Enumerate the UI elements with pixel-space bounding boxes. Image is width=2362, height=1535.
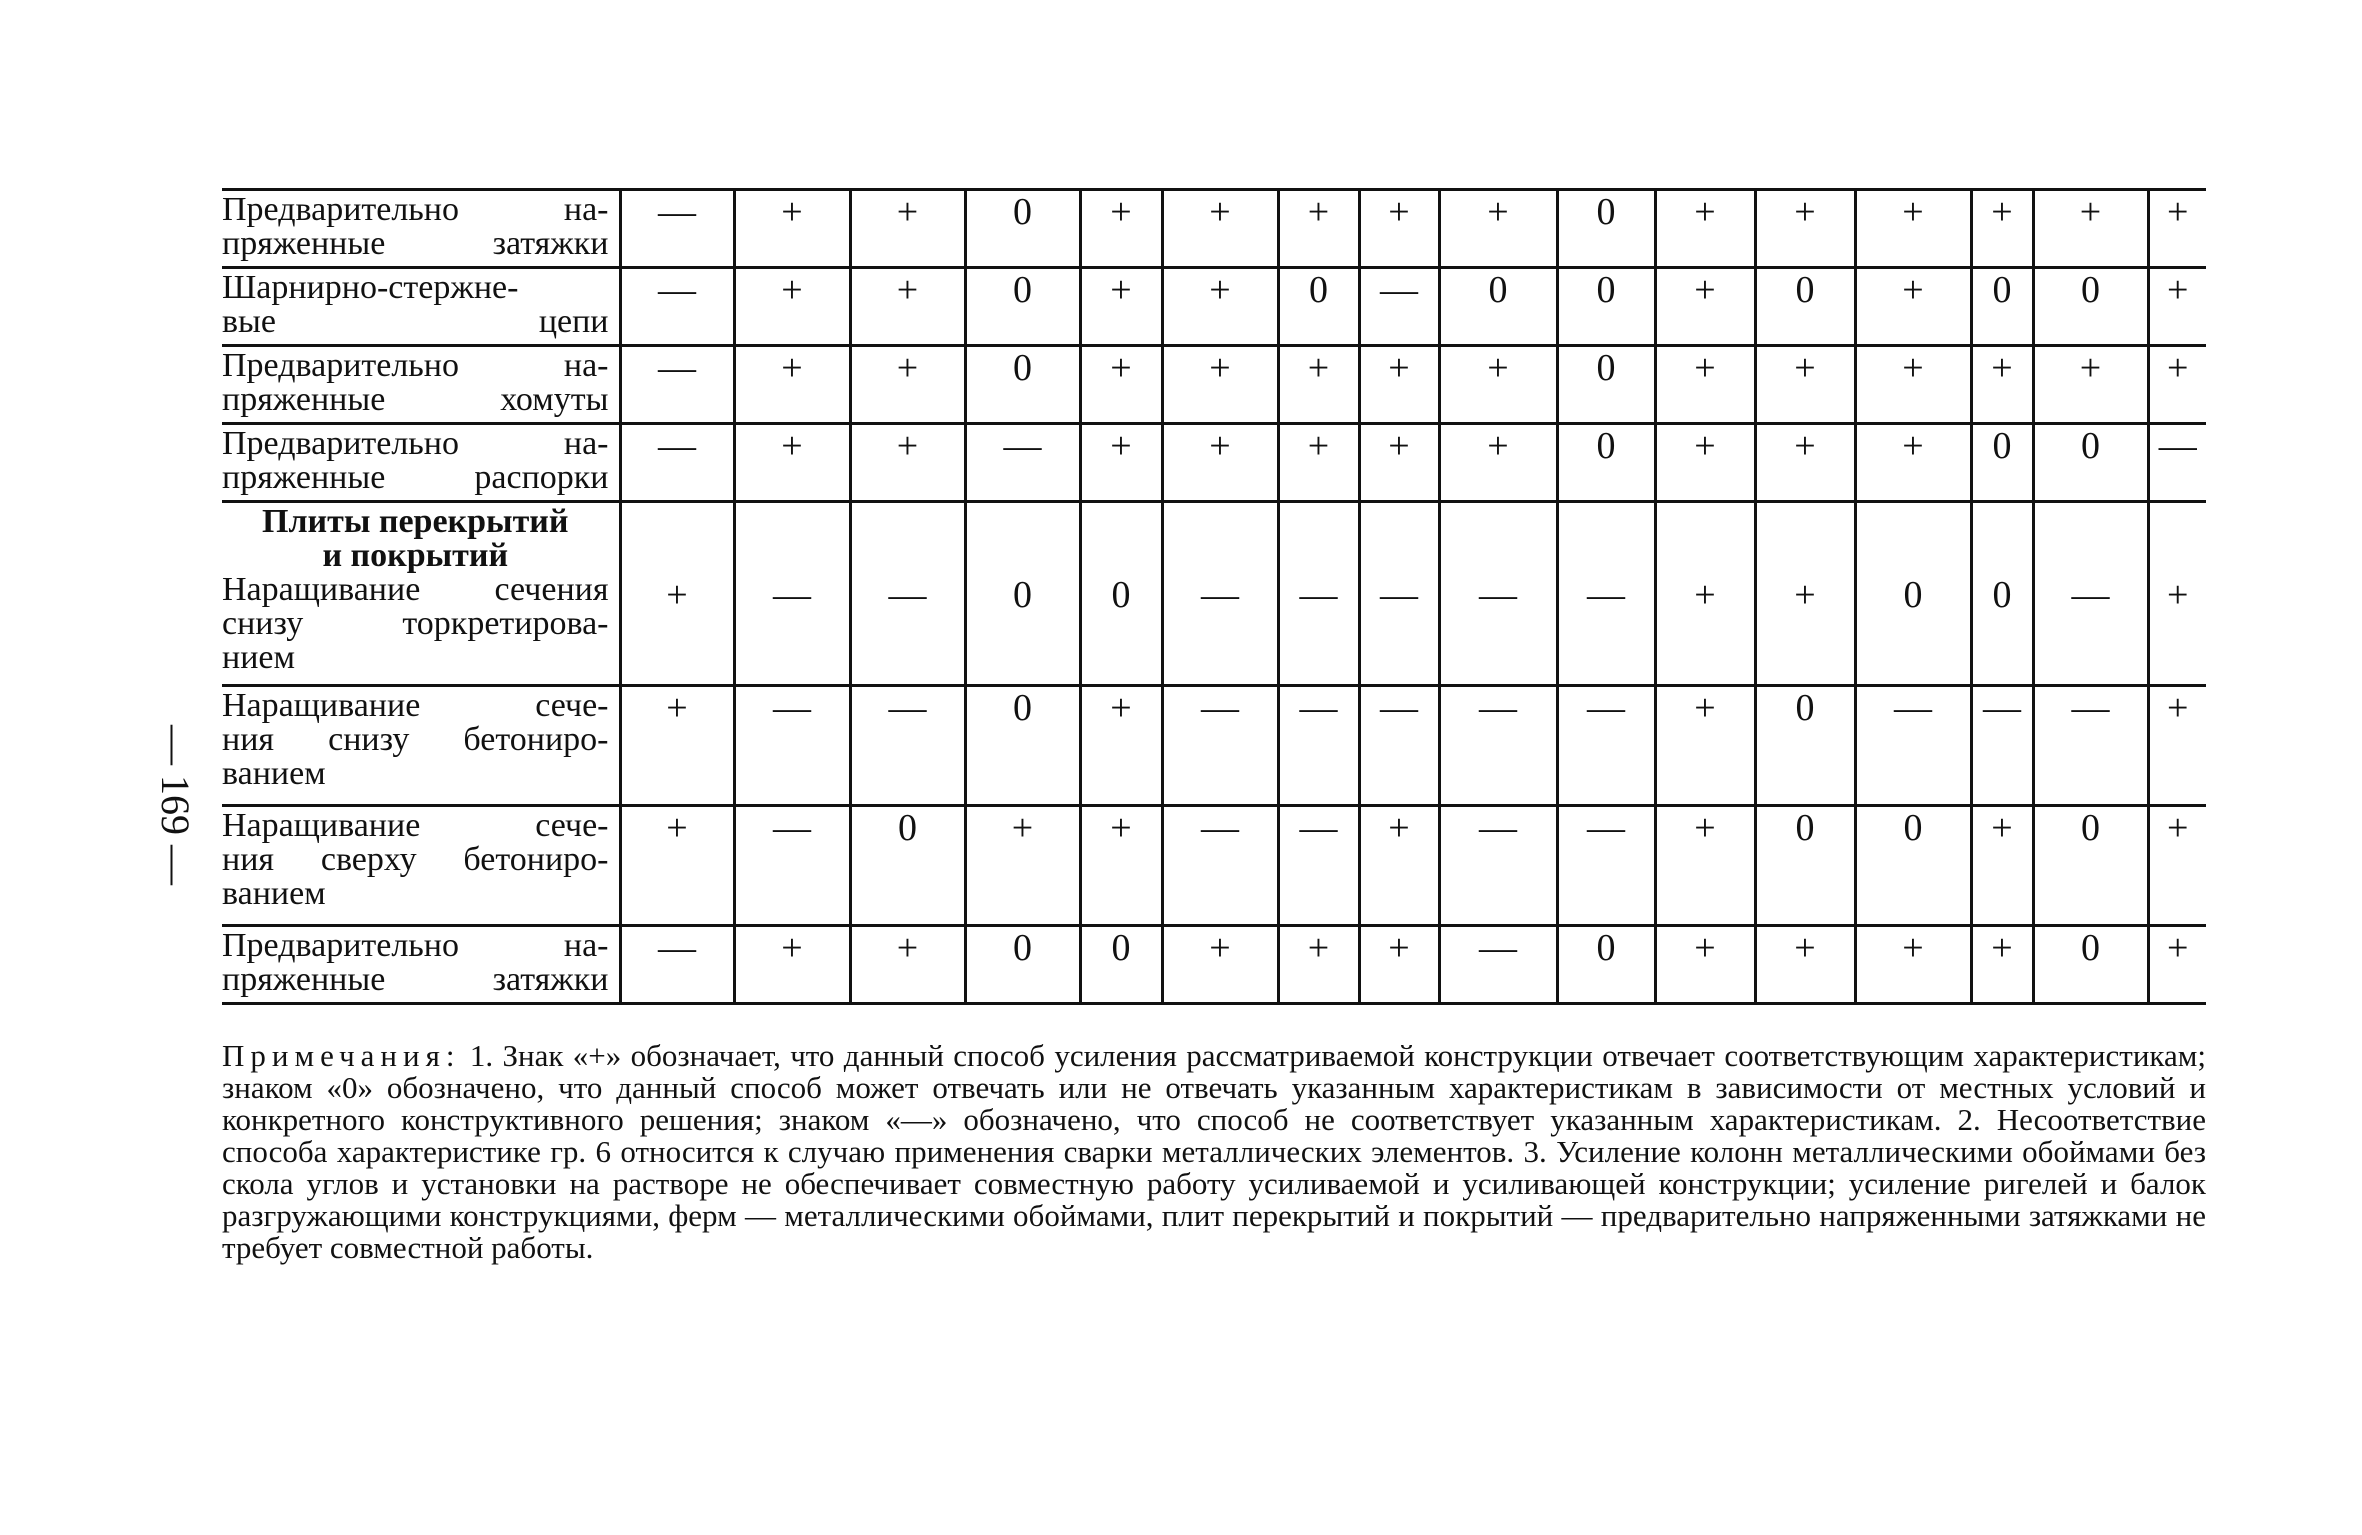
table-cell: + [1755, 502, 1855, 686]
notes-title: Примечания: [222, 1038, 461, 1073]
table-cell: — [1278, 686, 1359, 806]
table-cell: 0 [1971, 502, 2033, 686]
table-cell: + [1162, 268, 1278, 346]
row-label-line: ния снизу бетониро- [222, 721, 609, 758]
table-cell: 0 [2033, 806, 2148, 926]
table-cell: 0 [1080, 502, 1162, 686]
table-cell: + [1655, 686, 1755, 806]
table-cell: 0 [1278, 268, 1359, 346]
table-cell: + [1359, 190, 1439, 268]
row-label-line: Предварительно на- [222, 347, 609, 384]
table-cell: + [850, 926, 965, 1004]
table-cell: + [2148, 346, 2206, 424]
table-cell: — [1439, 686, 1557, 806]
table-cell: — [1359, 502, 1439, 686]
table-row [222, 190, 2206, 268]
table-cell: + [1655, 424, 1755, 502]
table-cell: — [1162, 686, 1278, 806]
table-cell: + [1971, 806, 2033, 926]
table-cell: 0 [965, 346, 1080, 424]
table-cell: 0 [850, 806, 965, 926]
table-cell: + [1278, 926, 1359, 1004]
row-label [222, 926, 620, 1004]
row-label-line: ванием [222, 755, 326, 792]
table-cell: 0 [2033, 926, 2148, 1004]
table-cell: — [734, 806, 850, 926]
table-cell: + [1162, 424, 1278, 502]
table-cell: + [1755, 424, 1855, 502]
row-label [222, 806, 620, 926]
table-cell: — [620, 190, 734, 268]
table-cell: — [2148, 424, 2206, 502]
row-label-line: вые цепи [222, 303, 609, 340]
table-cell: — [1855, 686, 1971, 806]
table-cell: 0 [1080, 926, 1162, 1004]
table-cell: + [1080, 268, 1162, 346]
table-cell: + [1439, 346, 1557, 424]
table-cell: + [1278, 424, 1359, 502]
table-cell: — [965, 424, 1080, 502]
row-label-line: Наращивание сечения [222, 571, 609, 608]
table-cell: — [1557, 686, 1655, 806]
table-cell: + [1855, 424, 1971, 502]
table-cell: — [1359, 268, 1439, 346]
table-cell: — [620, 346, 734, 424]
table-cell: — [1278, 806, 1359, 926]
row-label [222, 686, 620, 806]
table-cell: + [1162, 346, 1278, 424]
table-cell: + [1655, 268, 1755, 346]
table-cell: — [1557, 806, 1655, 926]
table-cell: — [2033, 686, 2148, 806]
section-heading: Плиты перекрытий [262, 503, 569, 540]
row-label-line: снизу торкретирова- [222, 605, 609, 642]
table-cell: 0 [1855, 806, 1971, 926]
table-row [222, 268, 2206, 346]
table-cell: 0 [1557, 190, 1655, 268]
table-cell: + [2148, 502, 2206, 686]
table-notes [222, 1040, 2206, 1264]
table-cell: + [1278, 346, 1359, 424]
table-cell: + [734, 190, 850, 268]
page-number: — 169 — [153, 725, 198, 885]
table-cell: + [620, 502, 734, 686]
table-cell: + [1278, 190, 1359, 268]
table-cell: + [850, 424, 965, 502]
table-cell: — [850, 502, 965, 686]
table-cell: + [1971, 190, 2033, 268]
section-heading: и покрытий [322, 537, 509, 574]
table-cell: + [850, 268, 965, 346]
row-label [222, 346, 620, 424]
table-cell: + [1080, 190, 1162, 268]
table-cell: + [1971, 346, 2033, 424]
table-cell: — [1439, 502, 1557, 686]
table-cell: + [1655, 926, 1755, 1004]
row-label-line: Предварительно на- [222, 927, 609, 964]
table-row [222, 686, 2206, 806]
row-label-line: Наращивание сече- [222, 807, 609, 844]
table-cell: + [2148, 686, 2206, 806]
table-cell: + [1855, 926, 1971, 1004]
table-cell: 0 [965, 686, 1080, 806]
table-cell: + [734, 346, 850, 424]
table-cell: — [734, 686, 850, 806]
table-cell: — [734, 502, 850, 686]
table-cell: + [1855, 268, 1971, 346]
table-cell: + [734, 424, 850, 502]
row-label-line: ния сверху бетониро- [222, 841, 609, 878]
table-cell: + [2033, 346, 2148, 424]
row-label [222, 502, 620, 686]
table-cell: 0 [1855, 502, 1971, 686]
table-cell: 0 [965, 190, 1080, 268]
row-label-line: Наращивание сече- [222, 687, 609, 724]
reinforcement-methods-table [222, 188, 2206, 1005]
table-cell: + [734, 268, 850, 346]
table-cell: — [620, 424, 734, 502]
table-cell: 0 [965, 926, 1080, 1004]
table-cell: + [2148, 806, 2206, 926]
table-cell: 0 [1971, 268, 2033, 346]
table-cell: + [850, 190, 965, 268]
table-cell: + [1971, 926, 2033, 1004]
row-label-line: пряженные распорки [222, 459, 609, 496]
table-cell: 0 [965, 268, 1080, 346]
row-label-line: пряженные затяжки [222, 225, 609, 262]
table-cell: — [620, 926, 734, 1004]
table-cell: — [1162, 502, 1278, 686]
table-cell: 0 [1755, 806, 1855, 926]
table-row [222, 806, 2206, 926]
table-cell: — [620, 268, 734, 346]
table-cell: + [734, 926, 850, 1004]
row-label-line: Шарнирно-стержне- [222, 269, 519, 306]
notes-text: 1. Знак «+» обозначает, что данный способ усиления рассматриваемой конструкции отвечает соответствующим характеристикам; знаком «0» обозначено, что данный способ может отвечать или не отвечать указанным характеристикам в зависимости от местных условий и конкретного конструктивного решения; знаком «—» обозначено, что способ не соответствует указанным характеристикам. 2. Несоответствие способа характеристике гр. 6 относится к случаю применения сварки металлических элементов. 3. Усиление колонн металлическими обоймами без скола углов и установки на растворе не обеспечивает совместную работу усиливаемой и усиливающей конструкции; усиление ригелей и балок разгружающими конструкциями, ферм — металлическими обоймами, плит перекрытий и покрытий — предварительно напряженными затяжками не требует совместной работы. [222, 1038, 2206, 1265]
table-cell: + [620, 806, 734, 926]
row-label-line: ванием [222, 875, 326, 912]
row-label-line: пряженные хомуты [222, 381, 609, 418]
table-row [222, 502, 2206, 686]
table-cell: + [1080, 686, 1162, 806]
table-cell: + [1162, 190, 1278, 268]
table-cell: + [1655, 502, 1755, 686]
table-cell: — [1278, 502, 1359, 686]
table-cell: — [1439, 806, 1557, 926]
table-cell: + [1655, 346, 1755, 424]
row-label-line: Предварительно на- [222, 425, 609, 462]
table-cell: 0 [1755, 686, 1855, 806]
table-cell: + [1162, 926, 1278, 1004]
table-cell: 0 [965, 502, 1080, 686]
table-cell: 0 [1971, 424, 2033, 502]
row-label [222, 268, 620, 346]
table-cell: + [1655, 190, 1755, 268]
table-cell: + [2148, 268, 2206, 346]
table-cell: 0 [1557, 268, 1655, 346]
table-cell: + [1439, 424, 1557, 502]
table-cell: — [2033, 502, 2148, 686]
table-cell: — [1359, 686, 1439, 806]
row-label [222, 190, 620, 268]
table-cell: — [1162, 806, 1278, 926]
table-cell: + [2148, 926, 2206, 1004]
table-cell: + [1359, 346, 1439, 424]
table-cell: — [1439, 926, 1557, 1004]
table-cell: + [1855, 346, 1971, 424]
table-cell: — [1557, 502, 1655, 686]
table-cell: + [965, 806, 1080, 926]
table-row [222, 926, 2206, 1004]
table-row [222, 424, 2206, 502]
table-row [222, 346, 2206, 424]
table-cell: + [1755, 346, 1855, 424]
table-cell: + [1080, 806, 1162, 926]
table-cell: + [1359, 926, 1439, 1004]
row-label-line: нием [222, 639, 295, 676]
table-cell: + [1080, 424, 1162, 502]
table-cell: 0 [2033, 424, 2148, 502]
table-cell: + [1359, 806, 1439, 926]
table-cell: + [1655, 806, 1755, 926]
row-label-line: Предварительно на- [222, 191, 609, 228]
table-cell: + [620, 686, 734, 806]
table-cell: + [1855, 190, 1971, 268]
row-label-line: пряженные затяжки [222, 961, 609, 998]
table-cell: 0 [1557, 346, 1655, 424]
table-cell: + [1080, 346, 1162, 424]
table-cell: + [1359, 424, 1439, 502]
table-cell: 0 [2033, 268, 2148, 346]
table-cell: — [850, 686, 965, 806]
table-cell: 0 [1557, 926, 1655, 1004]
table-cell: + [1755, 926, 1855, 1004]
table-cell: + [850, 346, 965, 424]
row-label [222, 424, 620, 502]
table-cell: 0 [1557, 424, 1655, 502]
table-cell: + [2033, 190, 2148, 268]
table-cell: — [1971, 686, 2033, 806]
table-cell: + [2148, 190, 2206, 268]
table-cell: + [1439, 190, 1557, 268]
table-cell: 0 [1439, 268, 1557, 346]
table-cell: + [1755, 190, 1855, 268]
table-cell: 0 [1755, 268, 1855, 346]
